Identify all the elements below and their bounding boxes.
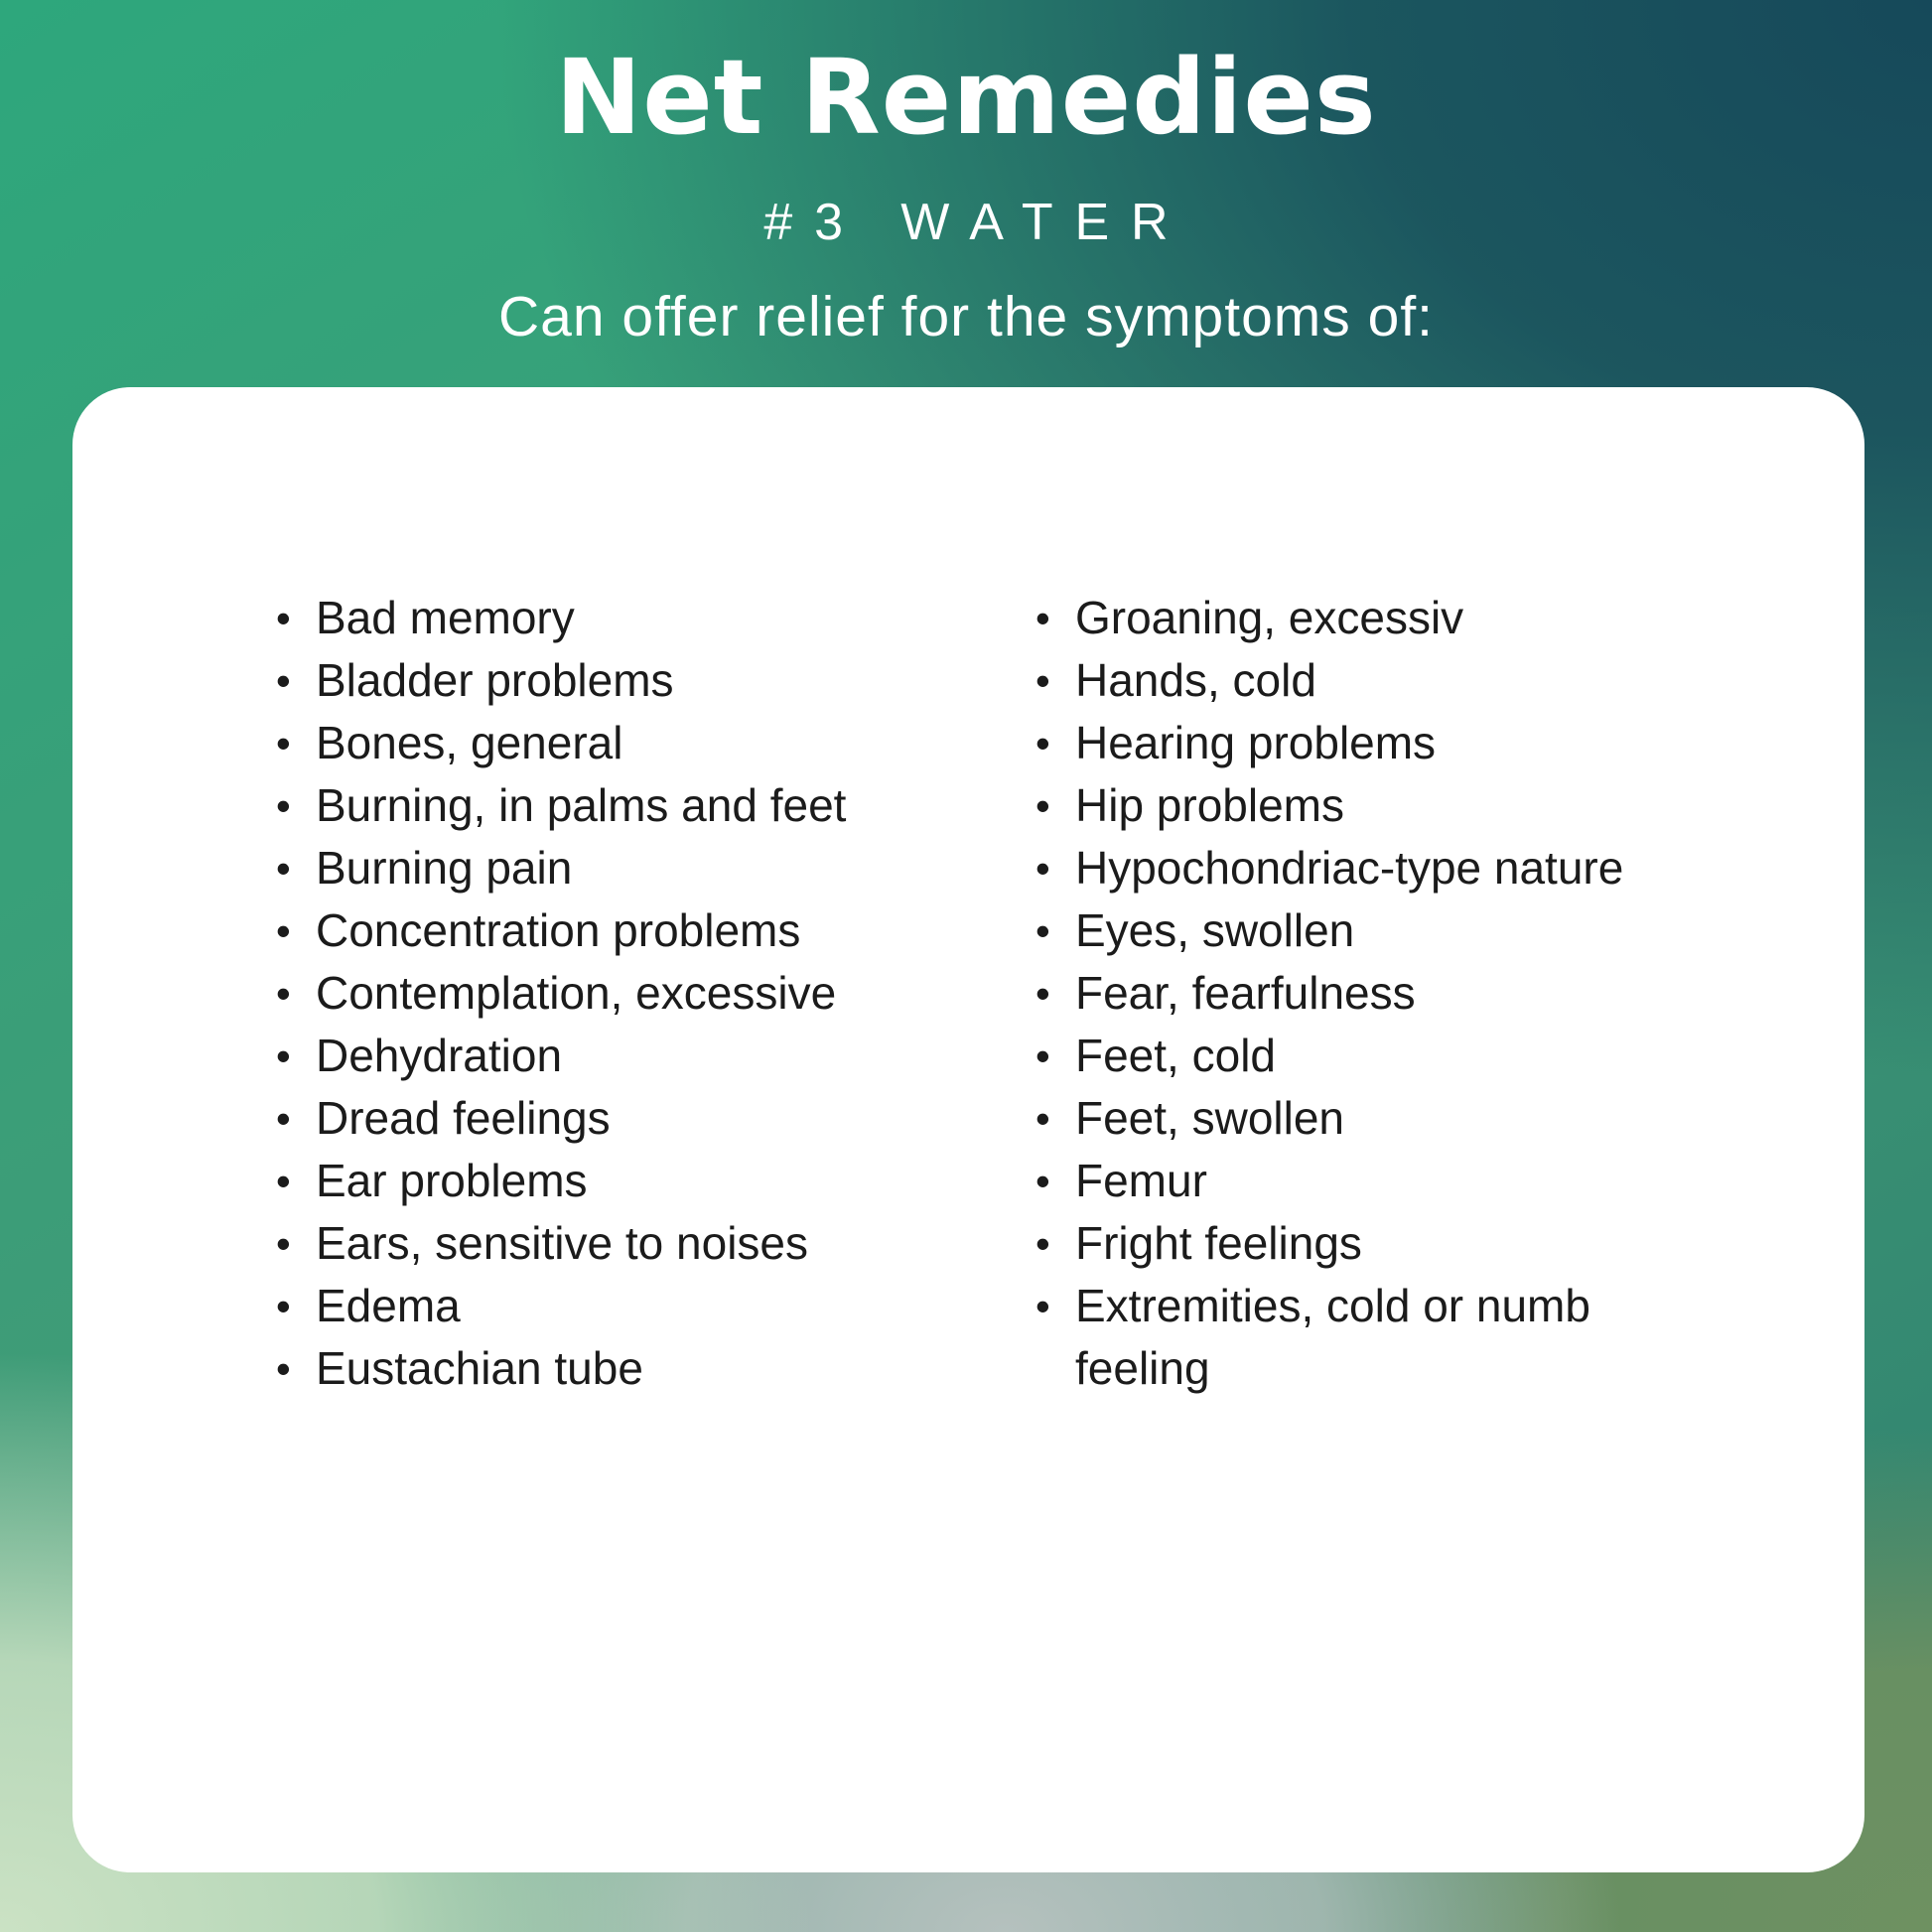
symptom-item	[1035, 1275, 1730, 1400]
bullet-icon: •	[1035, 907, 1050, 954]
page-title: Net Remedies	[555, 37, 1377, 158]
symptom-label: Fright feelings	[1075, 1217, 1362, 1269]
bullet-icon: •	[1035, 1095, 1050, 1142]
symptom-label: Groaning, excessiv	[1075, 592, 1464, 643]
bullet-icon: •	[276, 595, 291, 641]
page-subtitle: #3 WATER	[763, 194, 1190, 251]
bullet-icon: •	[1035, 720, 1050, 766]
symptom-item	[1035, 962, 1730, 1025]
page-tagline: Can offer relief for the symptoms of:	[498, 285, 1434, 348]
symptom-label: Ears, sensitive to noises	[316, 1217, 809, 1269]
symptom-label: Concentration problems	[316, 904, 801, 956]
symptom-label: Extremities, cold or numb feeling	[1075, 1280, 1590, 1394]
bullet-icon: •	[1035, 1033, 1050, 1079]
bullet-icon: •	[276, 845, 291, 892]
symptom-label: Dehydration	[316, 1030, 563, 1081]
symptom-item	[1035, 1150, 1730, 1212]
symptom-item	[1035, 1212, 1730, 1275]
symptom-label: Dread feelings	[316, 1092, 611, 1144]
symptom-label: Feet, swollen	[1075, 1092, 1345, 1144]
symptom-label: Hypochondriac-type nature	[1075, 842, 1624, 894]
symptom-item	[276, 712, 991, 774]
symptom-item	[276, 962, 991, 1025]
bullet-icon: •	[1035, 1220, 1050, 1267]
bullet-icon: •	[1035, 1158, 1050, 1204]
symptom-label: Edema	[316, 1280, 461, 1331]
symptom-item	[276, 649, 991, 712]
bullet-icon: •	[276, 1283, 291, 1329]
symptom-label: Eustachian tube	[316, 1342, 643, 1394]
symptom-item	[1035, 712, 1730, 774]
symptom-label: Eyes, swollen	[1075, 904, 1355, 956]
symptom-label: Ear problems	[316, 1155, 588, 1206]
symptom-label: Contemplation, excessive	[316, 967, 837, 1019]
symptom-label: Hearing problems	[1075, 717, 1437, 768]
bullet-icon: •	[276, 1345, 291, 1392]
symptom-label: Bad memory	[316, 592, 575, 643]
symptom-label: Bladder problems	[316, 654, 674, 706]
bullet-icon: •	[1035, 1283, 1050, 1329]
symptom-label: Feet, cold	[1075, 1030, 1276, 1081]
symptom-item	[1035, 1087, 1730, 1150]
symptom-item	[1035, 899, 1730, 962]
bullet-icon: •	[1035, 845, 1050, 892]
symptom-item	[276, 837, 991, 899]
symptom-item	[276, 899, 991, 962]
symptom-item	[1035, 587, 1730, 649]
symptom-item	[276, 1150, 991, 1212]
symptom-label: Hands, cold	[1075, 654, 1316, 706]
bullet-icon: •	[276, 657, 291, 704]
bullet-icon: •	[1035, 782, 1050, 829]
symptom-item	[276, 1212, 991, 1275]
symptoms-card	[72, 387, 1864, 1872]
symptom-item	[1035, 649, 1730, 712]
bullet-icon: •	[276, 907, 291, 954]
symptom-item	[276, 587, 991, 649]
symptom-item	[276, 1025, 991, 1087]
bullet-icon: •	[276, 970, 291, 1017]
symptom-label: Fear, fearfulness	[1075, 967, 1416, 1019]
bullet-icon: •	[276, 782, 291, 829]
symptom-item	[1035, 837, 1730, 899]
symptom-list-left	[276, 587, 991, 1400]
bullet-icon: •	[1035, 970, 1050, 1017]
bullet-icon: •	[1035, 595, 1050, 641]
bullet-icon: •	[276, 1095, 291, 1142]
symptom-label: Femur	[1075, 1155, 1207, 1206]
bullet-icon: •	[1035, 657, 1050, 704]
symptom-item	[1035, 774, 1730, 837]
bullet-icon: •	[276, 1158, 291, 1204]
symptom-item	[276, 1337, 991, 1400]
symptom-label: Burning pain	[316, 842, 573, 894]
symptom-item	[276, 774, 991, 837]
symptom-item	[276, 1275, 991, 1337]
symptom-label: Bones, general	[316, 717, 623, 768]
symptom-label: Burning, in palms and feet	[316, 779, 847, 831]
bullet-icon: •	[276, 1033, 291, 1079]
symptom-item	[276, 1087, 991, 1150]
symptom-item	[1035, 1025, 1730, 1087]
symptom-label: Hip problems	[1075, 779, 1344, 831]
bullet-icon: •	[276, 720, 291, 766]
symptom-list-right	[1035, 587, 1730, 1400]
bullet-icon: •	[276, 1220, 291, 1267]
